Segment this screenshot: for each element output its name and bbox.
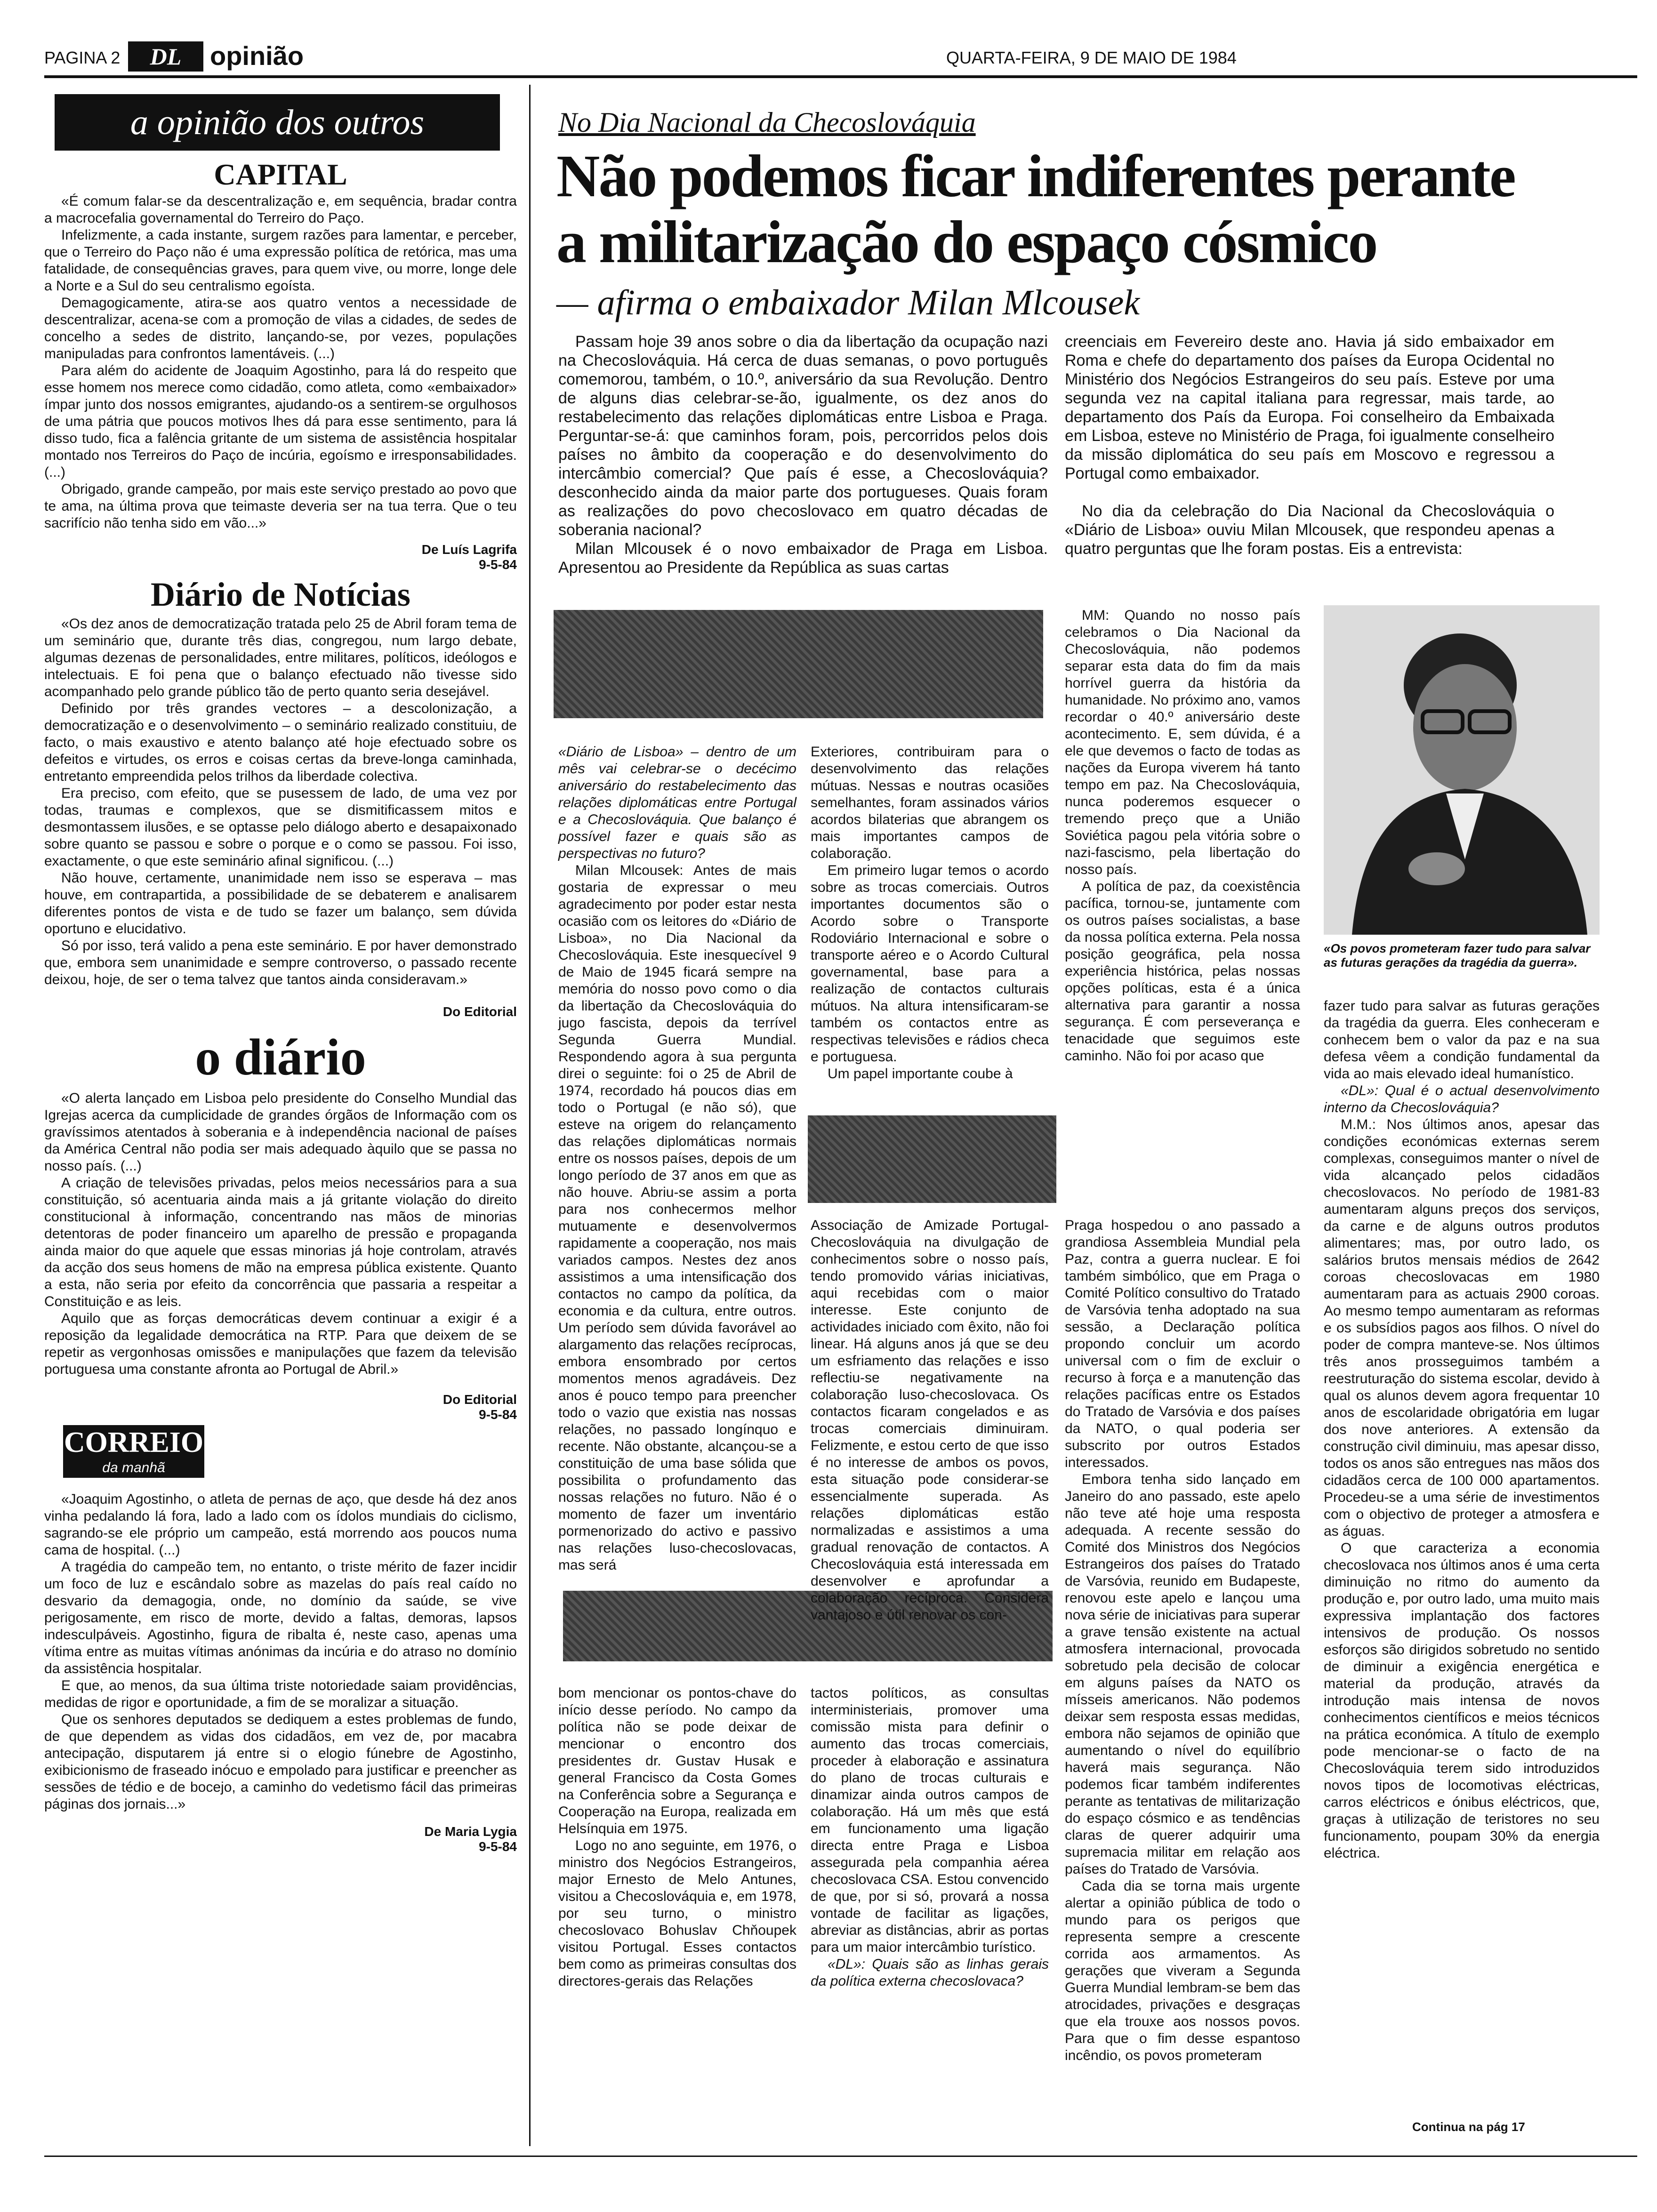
paragraph: Exteriores, contribuiram para o desenvolvimento das relações mútuas. Nessas e noutras ocasiões semelhantes, foram assinados vários acordos bilaterias que abrangem os mais importantes campos de colaboração. (811, 744, 1049, 861)
signature-date: 9-5-84 (479, 1839, 517, 1854)
signature: De Luís Lagrifa (421, 542, 517, 557)
issue-date: QUARTA-FEIRA, 9 DE MAIO DE 1984 (946, 48, 1237, 67)
question: «DL»: Quais são as linhas gerais da política externa checoslovaca? (811, 1956, 1049, 1989)
column-divider (529, 85, 531, 2146)
paragraph: bom mencionar os pontos-chave do início desse período. No campo da política não se pode deixar de mencionar o encontro dos presidentes dr. Gustav Husak e general Francisco da Costa Gomes na Conferência sobre a Segurança e Cooperação na Europa, realizada em Helsínquia em 1975. (558, 1685, 796, 1836)
signature-date: 9-5-84 (479, 557, 517, 572)
opinion-banner: a opinião dos outros (55, 94, 500, 151)
paragraph: «Os dez anos de democratização tratada pelo 25 de Abril foram tema de um seminário que, durante três dias, congregou, num largo debate, algumas dezenas de personalidades, entre militares, políticos, ideólogos e intelectuais. E foi pena que o balanço efectuado não tivesse sido acompanhado pelo grande público tão de perto quanto seria desejável. (44, 616, 517, 699)
paragraph: O que caracteriza a economia checoslovaca nos últimos anos é uma certa diminuição no ritmo do aumento da produção e, por outro lado, uma muito mais expressiva implantação dos factores intensivos de produção. Os nossos esforços são dirigidos sobretudo no sentido de diminuir a exigência energética e material da produção, através da introdução mais intensa de novos conhecimentos científicos e meios técnicos na prática económica. A título de exemplo pode mencionar-se o facto de na Checoslováquia terem sido introduzidos novos tipos de locomotivas eléctricas, carros eléctricos e ónibus eléctricos, que, graças à utilização de teristores no seu funcionamento, poupam 30% da energia eléctrica. (1324, 1540, 1600, 1861)
dn-masthead: Diário de Notícias (151, 576, 410, 613)
correio-title: CORREIO (64, 1427, 204, 1459)
paragraph: Era preciso, com efeito, que se pusessem de lado, de uma vez por todas, traumas e complexos, que se dismitificassem mitos e desmontassem ilusões, e se optasse pelo diálogo aberto e desapaixonado sobre quanto se passou e sobre o porque e o como se passou. Foi isso, exactamente, o que este seminário afinal significou. (...) (44, 785, 517, 869)
paragraph: «É comum falar-se da descentralização e, em sequência, bradar contra a macrocefalia governamental do Terreiro do Paço. (44, 193, 517, 226)
question: «DL»: Qual é o actual desenvolvimento interno da Checoslováquia? (1324, 1083, 1600, 1115)
headline-line-2: a militarização do espaço cósmico (556, 208, 1377, 275)
paragraph: No dia da celebração do Dia Nacional da Checoslováquia o «Diário de Lisboa» ouviu Milan Mlcousek, que respondeu apenas a quatro perguntas que lhe foram postas. Eis a entrevista: (1065, 502, 1554, 558)
signature: De Maria Lygia (424, 1824, 517, 1839)
header-rule (44, 75, 1637, 78)
paragraph: Aquilo que as forças democráticas devem continuar a exigir é a reposição da legalidade democrática na RTP. Para que deixem de se repetir as vergonhosas omissões e manipulações que fazem da televisão portuguesa uma constante afronta ao Portugal de Abril.» (44, 1311, 517, 1377)
odiario-masthead: o diário (195, 1028, 366, 1086)
odiario-text (44, 1090, 517, 1378)
paragraph: «O alerta lançado em Lisboa pelo presidente do Conselho Mundial das Igrejas acerca da cumplicidade de grandes órgãos de Informação com os gravíssimos atentados à soberania e à independência nacional de países da América Central não podia ser mais adequado àquilo que se passa no nosso país. (...) (44, 1090, 517, 1174)
dn-text (44, 616, 517, 988)
paragraph: Associação de Amizade Portugal-Checoslováquia na divulgação de conhecimentos sobre o nosso país, tendo promovido várias iniciativas, aqui recebidas com o maior interesse. Este conjunto de actividades iniciado com êxito, não foi linear. Há alguns anos já que se deu um esfriamento das relações e isso reflectiu-se negativamente na colaboração luso-checoslovaca. Os contactos ficaram congelados e as trocas comerciais diminuiram. Felizmente, e estou certo de que isso é no interesse de ambos os povos, esta situação pode considerar-se essencialmente superada. As relações diplomáticas estão normalizadas e assistimos a uma gradual renovação de contactos. A Checoslováquia está interessada em desenvolver e aprofundar a colaboração recíproca. Considera vantajoso e útil renovar os con- (811, 1218, 1049, 1623)
intro-left (558, 332, 1048, 577)
newspaper-logo: DL (128, 41, 203, 72)
interview-col-1b (558, 1685, 796, 2137)
paragraph: Logo no ano seguinte, em 1976, o ministro dos Negócios Estrangeiros, major Ernesto de Melo Antunes, visitou a Checoslováquia e, em 1978, por seu turno, o ministro checoslovaco Bohuslav Chňoupek visitou Portugal. Esses contactos bem como as primeiras consultas dos directores-gerais das Relações (558, 1838, 796, 1989)
correio-masthead (63, 1425, 204, 1478)
paragraph: A criação de televisões privadas, pelos meios necessários para a sua constituição, só acentuaria ainda mais a já gritante violação do direito constitucional à informação, concentrando nas mãos de minorias detentoras de poder financeiro um aparelho de pressão e propaganda ainda maior do que aquele que essas minorias já hoje controlam, através da acção dos seus homens de mão na empresa pública existente. Quanto a esta, não seria por efeito da concorrência que passaria a respeitar a Constituição e as leis. (44, 1175, 517, 1309)
paragraph: Passam hoje 39 anos sobre o dia da libertação da ocupação nazi na Checoslováquia. Há cerca de duas semanas, o povo português comemorou, também, o 10.º, aniversário da sua Revolução. Dentro de alguns dias celebrar-se-ão, igualmente, os dez anos do restabelecimento das relações diplomáticas entre Lisboa e Praga. Perguntar-se-á: que caminhos foram, pois, percorridos pelos dois países no âmbito da cooperação e do desenvolvimento do intercâmbio comercial? Que país é esse, a Checoslováquia? desconhecido ainda da maior parte dos portugueses. Quais foram as realizações do povo checoslovaco em quatro décadas de soberania nacional? (558, 333, 1048, 539)
signature-date: 9-5-84 (479, 1407, 517, 1422)
byline: — afirma o embaixador Milan Mlcousek (556, 283, 1140, 322)
pull-quote-box (808, 1115, 1056, 1203)
ambassador-photo (1324, 605, 1600, 935)
section-title: opinião (210, 41, 304, 71)
interview-col-3b (1065, 1217, 1300, 2140)
article-kicker: No Dia Nacional da Checoslováquia (558, 107, 976, 138)
footer-rule (44, 2156, 1637, 2157)
paragraph: Praga hospedou o ano passado a grandiosa Assembleia Mundial pela Paz, contra a guerra nuclear. E foi também simbólico, que em Praga o Comité Político consultivo do Tratado de Varsóvia tenha adoptado na sua sessão, a Declaração política propondo concluir um acordo universal com o fim de excluir o recurso à força e a manutenção das relações pacíficas entre os Estados do Tratado de Varsóvia e dos países da NATO, o qual poderia ser subscrito por outros Estados interessados. (1065, 1218, 1300, 1470)
paragraph: Infelizmente, a cada instante, surgem razões para lamentar, e perceber, que o Terreiro do Paço não é uma expressão política de retórica, mas uma fatalidade, de consequências graves, para quem vive, ou morre, longe dele a Norte e a Sul do seu centralismo egoísta. (44, 227, 517, 294)
paragraph: Definido por três grandes vectores – a descolonização, a democratização e o desenvolvimento – o seminário realizado constituiu, de facto, o mais exaustivo e atento balanço até hoje efectuado sobre os defeitos e virtudes, os erros e coisas certas da breve-longa caminhada, entretanto empreendida pelos trilhos da liberdade colectiva. (44, 701, 517, 784)
paragraph: Só por isso, terá valido a pena este seminário. E por haver demonstrado que, embora sem unanimidade e sempre controverso, o passado recente deixou, hoje, de ser o tema talvez que tantos ainda consideravam.» (44, 938, 517, 987)
signature: Do Editorial (442, 1004, 517, 1019)
paragraph: fazer tudo para salvar as futuras gerações da tragédia da guerra. Eles conheceram e conhecem bem o valor da paz e na sua defesa vêem a condição fundamental da vida ao mais elevado ideal humanístico. (1324, 998, 1600, 1082)
intro-right (1065, 332, 1554, 558)
continued-note: Continua na pág 17 (1412, 2120, 1525, 2134)
paragraph: A política de paz, da coexistência pacífica, tornou-se, juntamente com os outros países socialistas, a base da nossa política externa. Pela nossa posição geográfica, pela nossa experiência histórica, pelas nossas opções políticas, esta é a única alternativa para garantir a nossa segurança. É com perseverança e tenacidade que seguimos este caminho. Não foi por acaso que (1065, 879, 1300, 1064)
interview-col-3 (1065, 607, 1300, 1115)
paragraph: E que, ao menos, da sua última triste notoriedade saiam providências, medidas de rigor e oportunidade, a fim de se moralizar a situação. (44, 1678, 517, 1710)
headline-line-1: Não podemos ficar indiferentes perante (556, 143, 1515, 209)
interview-col-2c (811, 1685, 1049, 2137)
answer: M.M.: Nos últimos anos, apesar das condições económicas externas serem complexas, conseguimos manter o nível de vida alcançado pelos cidadãos checoslovacos. No período de 1981-83 aumentaram alguns preços dos serviços, da carne e de alguns outros produtos alimentares; mas, por outro lado, os salários brutos mensais médios de 2642 coroas checoslovacas em 1980 aumentaram para as actuais 2900 coroas. Ao mesmo tempo aumentaram as reformas e os subsídios pagos aos filhos. O nível do poder de compra manteve-se. Nos últimos três anos prosseguimos também a reestruturação do sistema escolar, devido à qual os alunos devem agora frequentar 10 anos de escolaridade obrigatória em lugar dos nove anteriores. A extensão da construção civil diminuiu, mas apesar disso, todos os anos são entregues nas mãos dos cidadãos cerca de 100 000 apartamentos. Procedeu-se a uma série de investimentos com o objectivo de proteger a atmosfera e as águas. (1324, 1117, 1600, 1539)
signature: Do Editorial (442, 1392, 517, 1407)
answer: MM: Quando no nosso país celebramos o Dia Nacional da Checoslováquia, não podemos separar esta data do fim da mais horrível guerra da história da humanidade. No próximo ano, vamos recordar o 40.º aniversário deste acontecimento. E, sem dúvida, é a ele que devemos o facto de todas as nações da Europa viverem há tanto tempo em paz. Na Checoslováquia, nunca poderemos esquecer o tremendo preço que a União Soviética pagou pela vitória sobre o nazi-fascismo, pela libertação do nosso país. (1065, 608, 1300, 877)
paragraph: Um papel importante coube à (828, 1066, 1013, 1082)
paragraph: Que os senhores deputados se dediquem a estes problemas de fundo, de que dependem as vidas dos cidadãos, em vez de, por macabra antecipação, disputarem já entre si o elogio fúnebre de Agostinho, exibicionismo de fraseado inócuo e empolado para justificar e preencher as sessões de tédio e de bocejo, a caminho do vedetismo fácil das primeiras páginas dos jornais...» (44, 1712, 517, 1812)
correio-text (44, 1491, 517, 1813)
paragraph: Embora tenha sido lançado em Janeiro do ano passado, este apelo não teve até hoje uma resposta adequada. A recente sessão do Comité dos Ministros dos Negócios Estrangeiros dos países do Tratado de Varsóvia, reunido em Budapeste, renovou este apelo e lançou uma nova série de iniciativas para superar a grave tensão existente na actual atmosfera internacional, provocada sobretudo pela decisão de colocar em alguns países da NATO os mísseis americanos. Não podemos deixar sem resposta essas medidas, embora não sejamos de opinião que aumentando o nível do equilíbrio haverá mais segurança. Não podemos ficar também indiferentes perante as tentativas de militarização do espaço cósmico e as tendências claras de querer adquirir uma supremacia militar em relação aos países do Tratado de Varsóvia. (1065, 1472, 1300, 1877)
question: «Diário de Lisboa» – dentro de um mês vai celebrar-se o decécimo aniversário do restabelecimento das relações diplomáticas entre Portugal e a Checoslováquia. Que balanço é possível fazer e quais são as perspectivas no futuro? (558, 744, 796, 861)
paragraph: Para além do acidente de Joaquim Agostinho, para lá do respeito que esse homem nos merece como cidadão, como atleta, como «embaixador» ímpar junto dos nossos emigrantes, ajudando-os a sentirem-se orgulhosos de uma pátria que poucos motivos lhes dá para esse sentimento, para lá disso tudo, fica a falência gritante de um sistema de assistência hospitalar montado nos Terreiros do Paço de incúria, egoísmo e irresponsabilidades. (...) (44, 363, 517, 480)
photo-caption: «Os povos prometeram fazer tudo para salvar as futuras gerações da tragédia da guerra». (1324, 941, 1591, 970)
opinion-column (44, 85, 517, 2146)
paragraph: Obrigado, grande campeão, por mais este serviço prestado ao povo que te ama, na última prova que teimaste deveria ser na tua terra. Que o teu sacrifício não tenha sido em vão...» (44, 481, 517, 531)
correio-subtitle: da manhã (102, 1460, 165, 1475)
interview-col-2 (811, 744, 1049, 1106)
paragraph: tactos políticos, as consultas interministeriais, promover uma comissão mista para definir o aumento das trocas comerciais, proceder à elaboração e assinatura do plano de trocas culturais e dinamizar ainda outros campos de colaboração. Há um mês que está em funcionamento uma ligação directa entre Praga e Lisboa assegurada pela companhia aérea checoslovaca CSA. Estou convencido de que, por si só, provará a nossa vontade de facilitar as ligações, abreviar as distâncias, abrir as portas para um maior intercâmbio turístico. (811, 1685, 1049, 1955)
portrait-illustration (1324, 605, 1600, 935)
interview-col-4 (1324, 998, 1600, 2118)
paragraph: A tragédia do campeão tem, no entanto, o triste mérito de fazer incidir um foco de luz e escândalo sobre as mazelas do país real caído no desvario da demagogia, onde, no domínio da saúde, se vive perigosamente, em risco de morte, devido a faltas, demoras, lapsos indesculpáveis. Agostinho, figura de ribalta é, neste caso, apenas uma vítima entre as muitas vítimas anónimas da incúria e do atraso no domínio da assistência hospitalar. (44, 1559, 517, 1676)
page-number: PAGINA 2 (44, 48, 121, 67)
pull-quote-box (554, 610, 1043, 718)
capital-text (44, 193, 517, 532)
paragraph: Cada dia se torna mais urgente alertar a opinião pública de todo o mundo para os perigos que representa sempre a crescente corrida aos armamentos. As gerações que viveram a Segunda Guerra Mundial lembram-se bem das atrocidades, privações e desgraças que ela trouxe aos nossos povos. Para que o fim desse espantoso incêndio, os povos prometeram (1065, 1878, 1300, 2063)
paragraph: Não houve, certamente, unanimidade nem isso se esperava – mas houve, em contrapartida, a possibilidade de se debaterem e analisarem diferentes pontos de vista e de tudo se fazer um balanço, sem dúvida oportuno e elucidativo. (44, 870, 517, 937)
paragraph: «Joaquim Agostinho, o atleta de pernas de aço, que desde há dez anos vinha pedalando lá fora, lado a lado com os ídolos mundiais do ciclismo, sagrando-se ele próprio um campeão, está morrendo aos poucos numa cama de hospital. (...) (44, 1491, 517, 1558)
paragraph: Demagogicamente, atira-se aos quatro ventos a necessidade de descentralizar, acena-se com a promoção de vilas a cidades, de sedes de concelho a sedes de distrito, lançando-se, por vezes, populações manipuladas para confrontos lamentáveis. (...) (44, 295, 517, 361)
paragraph: Milan Mlcousek é o novo embaixador de Praga em Lisboa. Apresentou ao Presidente da República as suas cartas (558, 540, 1048, 577)
paragraph: Em primeiro lugar temos o acordo sobre as trocas comerciais. Outros importantes documentos são o Acordo sobre o Transporte Rodoviário Internacional e sobre o transporte aéreo e o Acordo Cultural governamental, base para a realização de contactos culturais mútuos. Na altura intensificaram-se também os contactos entre as respectivas televisões e rádios checa e portuguesa. (811, 863, 1049, 1065)
paragraph: creenciais em Fevereiro deste ano. Havia já sido embaixador em Roma e chefe do departamento dos países da Europa Ocidental no Ministério dos Negócios Estrangeiros do seu país. Esteve por uma segunda vez na capital italiana para regressar, mais tarde, ao departamento dos País da Europa. Foi conselheiro da Embaixada em Lisboa, esteve no Ministério de Praga, foi igualmente conselheiro da missão diplomática do seu país em Moscovo e regressou a Portugal como embaixador. (1065, 333, 1554, 482)
answer: Milan Mlcousek: Antes de mais gostaria de expressar o meu agradecimento por poder estar nesta ocasião com os leitores do «Diário de Lisboa», no Dia Nacional da Checoslováquia. Este inesquecível 9 de Maio de 1945 ficará sempre na memória do nosso povo como o dia da libertação da Checoslováquia do jugo fascista, depois da terrível Segunda Guerra Mundial. Respondendo agora à sua pergunta direi o seguinte: foi o 25 de Abril de 1974, recordado há poucos dias em todo o Portugal (e não só), que esteve na origem do relançamento das relações diplomáticas normais entre os nossos países, depois de um longo período de 37 anos em que as não houve. Abriu-se assim a porta para nos conhecermos melhor mutuamente e desenvolvermos rapidamente a cooperação, nos mais variados campos. Nestes dez anos assistimos a uma intensificação dos contactos no campo da política, da economia e da cultura, entre outros. Um período sem dúvida favorável ao alargamento das relações recíprocas, embora ensombrado por certos momentos menos agradáveis. Dez anos é pouco tempo para preencher todo o vazio que existia nas nossas relações, no passado longínquo e recente. Não obstante, alcançou-se a constituição de uma base sólida que possibilita o profundamento das nossas relações no futuro. Não é o momento de fazer um inventário pormenorizado do activo e passivo nas relações luso-checoslovacas, mas será (558, 863, 796, 1573)
interview-col-2b (811, 1217, 1049, 1623)
capital-masthead: CAPITAL (214, 158, 347, 191)
interview-col-1 (558, 744, 796, 1600)
